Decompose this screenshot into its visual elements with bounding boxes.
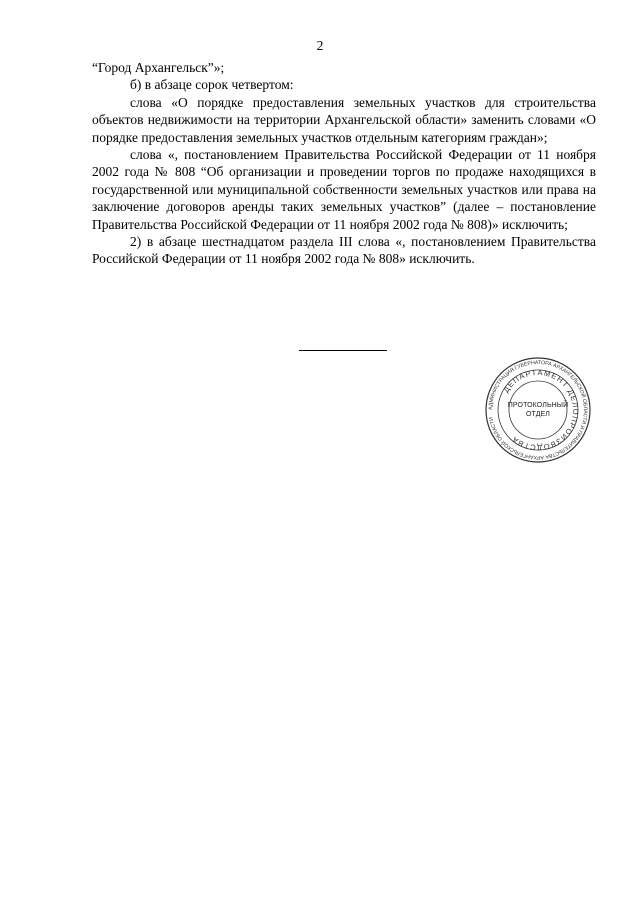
stamp-seal-icon [485, 357, 591, 463]
stamp-ring-text: ДЕПАРТАМЕНТ ДЕЛОПРОИЗВОДСТВА [501, 367, 581, 453]
document-body [92, 59, 596, 268]
stamp-center-line2: ОТДЕЛ [526, 411, 550, 418]
paragraph-item-b: б) в абзаце сорок четвертом: [130, 77, 294, 93]
stamp-center-line1: ПРОТОКОЛЬНЫЙ [507, 402, 569, 409]
official-stamp [485, 357, 591, 463]
paragraph-replace-words: слова «О порядке предоставления земельных участков для строительства объектов недвижимости на территории Архангельской области» заменить словами «О порядке предоставления земельных участков отдельным категориям граждан»; [92, 94, 596, 145]
paragraph-item-2: 2) в абзаце шестнадцатом раздела III слова «, постановлением Правительства Российской Федерации от 11 ноября 2002 года № 808» исключить. [92, 234, 596, 267]
stamp-outer-text: АДМИНИСТРАЦИЯ ГУБЕРНАТОРА АРХАНГЕЛЬСКОЙ ОБЛАСТИ И ПРАВИТЕЛЬСТВА АРХАНГЕЛЬСКОЙ ОБЛАСТИ [487, 359, 589, 461]
page-number: 2 [316, 38, 324, 53]
separator-line [299, 350, 387, 351]
paragraph-exclude-words: слова «, постановлением Правительства Российской Федерации от 11 ноября 2002 года № 808 “Об организации и проведении торгов по продаже находящихся в государственной или муниципальной собственности земельных участков или права на заключение договоров аренды таких земельных участков” (далее – постановление Правительства Российской Федерации от 11 ноября 2002 года № 808)» исключить; [92, 147, 596, 232]
paragraph-city-name: “Город Архангельск”»; [92, 60, 225, 75]
